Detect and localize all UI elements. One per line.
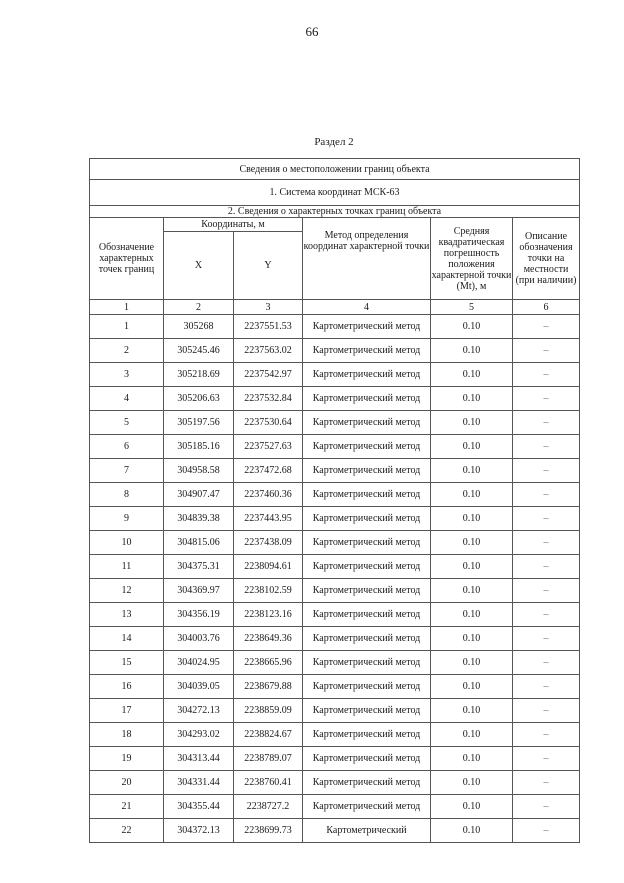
column-number: 1	[90, 300, 164, 315]
method: Картометрический метод	[303, 675, 431, 699]
coord-x: 304958.58	[164, 459, 234, 483]
mean-error: 0.10	[431, 819, 513, 843]
method: Картометрический метод	[303, 555, 431, 579]
mean-error: 0.10	[431, 459, 513, 483]
point-number: 14	[90, 627, 164, 651]
description: –	[513, 819, 580, 843]
table-row	[90, 747, 580, 771]
description: –	[513, 435, 580, 459]
coord-y: 2237532.84	[234, 387, 303, 411]
point-number: 20	[90, 771, 164, 795]
table-row	[90, 435, 580, 459]
table-row	[90, 507, 580, 531]
coord-x: 305268	[164, 315, 234, 339]
point-number: 7	[90, 459, 164, 483]
method: Картометрический метод	[303, 435, 431, 459]
point-number: 13	[90, 603, 164, 627]
coord-y: 2237530.64	[234, 411, 303, 435]
mean-error: 0.10	[431, 627, 513, 651]
coord-y: 2237551.53	[234, 315, 303, 339]
header-method: Метод определения координат характерной точки	[303, 218, 431, 300]
coord-x: 304839.38	[164, 507, 234, 531]
coord-x: 304024.95	[164, 651, 234, 675]
description: –	[513, 699, 580, 723]
coord-x: 304372.13	[164, 819, 234, 843]
method: Картометрический метод	[303, 531, 431, 555]
description: –	[513, 483, 580, 507]
mean-error: 0.10	[431, 795, 513, 819]
description: –	[513, 627, 580, 651]
method: Картометрический метод	[303, 747, 431, 771]
point-number: 15	[90, 651, 164, 675]
method: Картометрический метод	[303, 387, 431, 411]
coord-y: 2238679.88	[234, 675, 303, 699]
coord-y: 2238727.2	[234, 795, 303, 819]
table-row	[90, 675, 580, 699]
point-number: 12	[90, 579, 164, 603]
column-number: 3	[234, 300, 303, 315]
description: –	[513, 723, 580, 747]
points-heading: 2. Сведения о характерных точках границ объекта	[90, 206, 580, 218]
mean-error: 0.10	[431, 747, 513, 771]
coord-y: 2238789.07	[234, 747, 303, 771]
header-y: Y	[234, 232, 303, 300]
table-title: Сведения о местоположении границ объекта	[90, 159, 580, 180]
page-number: 66	[305, 24, 319, 39]
method: Картометрический метод	[303, 651, 431, 675]
mean-error: 0.10	[431, 435, 513, 459]
header-x: X	[164, 232, 234, 300]
table-row	[90, 699, 580, 723]
coordinate-system: 1. Система координат МСК-63	[90, 180, 580, 206]
point-number: 3	[90, 363, 164, 387]
coord-y: 2237563.02	[234, 339, 303, 363]
header-coordinates: Координаты, м	[164, 218, 303, 232]
coord-y: 2238123.16	[234, 603, 303, 627]
table-row	[90, 627, 580, 651]
header-description: Описание обозначения точки на местности (при наличии)	[513, 218, 580, 300]
mean-error: 0.10	[431, 507, 513, 531]
point-number: 2	[90, 339, 164, 363]
coord-x: 305185.16	[164, 435, 234, 459]
coord-x: 304331.44	[164, 771, 234, 795]
point-number: 18	[90, 723, 164, 747]
description: –	[513, 651, 580, 675]
coord-y: 2237438.09	[234, 531, 303, 555]
mean-error: 0.10	[431, 387, 513, 411]
mean-error: 0.10	[431, 603, 513, 627]
method: Картометрический метод	[303, 795, 431, 819]
coord-y: 2237443.95	[234, 507, 303, 531]
coord-x: 305245.46	[164, 339, 234, 363]
method: Картометрический метод	[303, 411, 431, 435]
method: Картометрический метод	[303, 459, 431, 483]
point-number: 16	[90, 675, 164, 699]
coord-x: 304355.44	[164, 795, 234, 819]
coord-y: 2238760.41	[234, 771, 303, 795]
description: –	[513, 747, 580, 771]
method: Картометрический метод	[303, 483, 431, 507]
table-row	[90, 339, 580, 363]
coord-y: 2238094.61	[234, 555, 303, 579]
table-row	[90, 771, 580, 795]
point-number: 5	[90, 411, 164, 435]
mean-error: 0.10	[431, 339, 513, 363]
mean-error: 0.10	[431, 651, 513, 675]
table-row	[90, 579, 580, 603]
column-number: 5	[431, 300, 513, 315]
method: Картометрический метод	[303, 339, 431, 363]
point-number: 9	[90, 507, 164, 531]
mean-error: 0.10	[431, 771, 513, 795]
mean-error: 0.10	[431, 363, 513, 387]
table-row	[90, 483, 580, 507]
coord-x: 305206.63	[164, 387, 234, 411]
table-row	[90, 795, 580, 819]
method: Картометрический	[303, 819, 431, 843]
table-row	[90, 315, 580, 339]
mean-error: 0.10	[431, 675, 513, 699]
coord-x: 304039.05	[164, 675, 234, 699]
mean-error: 0.10	[431, 531, 513, 555]
description: –	[513, 459, 580, 483]
description: –	[513, 387, 580, 411]
table-row	[90, 603, 580, 627]
point-number: 21	[90, 795, 164, 819]
coord-x: 304369.97	[164, 579, 234, 603]
point-number: 10	[90, 531, 164, 555]
point-number: 8	[90, 483, 164, 507]
coord-y: 2238699.73	[234, 819, 303, 843]
description: –	[513, 771, 580, 795]
table-row	[90, 651, 580, 675]
description: –	[513, 507, 580, 531]
description: –	[513, 363, 580, 387]
description: –	[513, 579, 580, 603]
table-row	[90, 555, 580, 579]
header-error: Средняя квадратическая погрешность положения характерной точки (Mt), м	[431, 218, 513, 300]
boundary-points-table	[89, 158, 580, 843]
column-number: 2	[164, 300, 234, 315]
coord-x: 304313.44	[164, 747, 234, 771]
table-row	[90, 819, 580, 843]
method: Картометрический метод	[303, 315, 431, 339]
table-row	[90, 363, 580, 387]
point-number: 22	[90, 819, 164, 843]
mean-error: 0.10	[431, 483, 513, 507]
method: Картометрический метод	[303, 579, 431, 603]
method: Картометрический метод	[303, 723, 431, 747]
description: –	[513, 603, 580, 627]
table-row	[90, 387, 580, 411]
method: Картометрический метод	[303, 363, 431, 387]
method: Картометрический метод	[303, 603, 431, 627]
coord-y: 2237542.97	[234, 363, 303, 387]
coord-y: 2237460.36	[234, 483, 303, 507]
coord-x: 304272.13	[164, 699, 234, 723]
coord-y: 2237472.68	[234, 459, 303, 483]
description: –	[513, 531, 580, 555]
point-number: 6	[90, 435, 164, 459]
coord-x: 304003.76	[164, 627, 234, 651]
table-row	[90, 411, 580, 435]
table-row	[90, 723, 580, 747]
coord-y: 2238665.96	[234, 651, 303, 675]
column-number: 4	[303, 300, 431, 315]
method: Картометрический метод	[303, 771, 431, 795]
table-row	[90, 459, 580, 483]
description: –	[513, 339, 580, 363]
coord-y: 2238859.09	[234, 699, 303, 723]
coord-x: 304815.06	[164, 531, 234, 555]
description: –	[513, 795, 580, 819]
coord-x: 305218.69	[164, 363, 234, 387]
mean-error: 0.10	[431, 411, 513, 435]
mean-error: 0.10	[431, 699, 513, 723]
method: Картометрический метод	[303, 507, 431, 531]
coord-y: 2238102.59	[234, 579, 303, 603]
coord-y: 2238824.67	[234, 723, 303, 747]
table-row	[90, 531, 580, 555]
coord-x: 304375.31	[164, 555, 234, 579]
description: –	[513, 315, 580, 339]
coord-y: 2237527.63	[234, 435, 303, 459]
point-number: 19	[90, 747, 164, 771]
description: –	[513, 555, 580, 579]
mean-error: 0.10	[431, 579, 513, 603]
coord-x: 305197.56	[164, 411, 234, 435]
column-number: 6	[513, 300, 580, 315]
description: –	[513, 411, 580, 435]
point-number: 4	[90, 387, 164, 411]
point-number: 17	[90, 699, 164, 723]
mean-error: 0.10	[431, 723, 513, 747]
method: Картометрический метод	[303, 627, 431, 651]
coord-x: 304293.02	[164, 723, 234, 747]
coord-y: 2238649.36	[234, 627, 303, 651]
point-number: 1	[90, 315, 164, 339]
method: Картометрический метод	[303, 699, 431, 723]
mean-error: 0.10	[431, 555, 513, 579]
description: –	[513, 675, 580, 699]
header-point-label: Обозначение характерных точек границ	[90, 218, 164, 300]
coord-x: 304356.19	[164, 603, 234, 627]
point-number: 11	[90, 555, 164, 579]
section-title: Раздел 2	[314, 136, 354, 148]
coord-x: 304907.47	[164, 483, 234, 507]
mean-error: 0.10	[431, 315, 513, 339]
